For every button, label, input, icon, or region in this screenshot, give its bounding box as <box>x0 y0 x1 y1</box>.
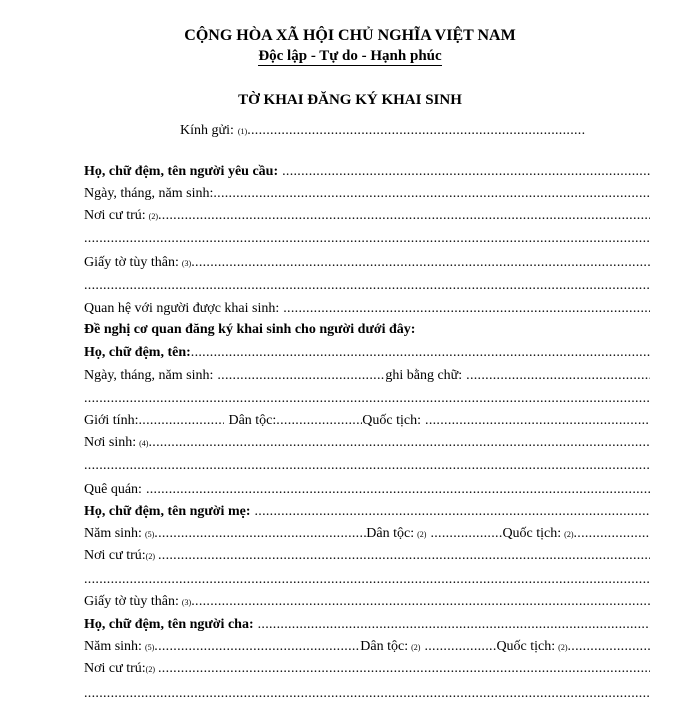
father-nationality-field[interactable] <box>567 637 650 657</box>
form-title: TỜ KHAI ĐĂNG KÝ KHAI SINH <box>238 92 462 108</box>
mother-id-field[interactable] <box>191 592 650 612</box>
child-nationality-label: Quốc tịch: <box>362 413 422 428</box>
requester-name-field[interactable] <box>282 162 650 182</box>
recipient-label: Kính gửi: <box>180 123 234 138</box>
requester-dob-line <box>84 184 650 204</box>
child-dob-field[interactable] <box>217 366 385 386</box>
mother-ethnicity-field[interactable] <box>430 524 502 544</box>
national-motto <box>0 48 700 65</box>
requester-id-continuation[interactable] <box>84 276 650 296</box>
mother-birthyear-field[interactable] <box>154 524 366 544</box>
requester-name-line <box>84 162 650 182</box>
requester-relation-line <box>84 299 650 319</box>
requester-residence-continuation[interactable] <box>84 229 650 249</box>
child-dob-continuation[interactable] <box>84 389 650 409</box>
father-residence-label: Nơi cư trú: <box>84 661 146 676</box>
mother-nationality-label: Quốc tịch: <box>502 526 562 541</box>
mother-birth-line: Năm sinh: (5) ..... Dân tộc: (2) ..... Quốc tịch: (2) ..... <box>84 524 650 544</box>
father-ethnicity-label: Dân tộc: <box>360 639 409 654</box>
father-birthyear-label: Năm sinh: <box>84 639 142 654</box>
child-ethnicity-field[interactable] <box>276 411 362 431</box>
child-dob-words-label: ghi bằng chữ: <box>385 368 463 383</box>
child-demographics-line <box>84 411 650 431</box>
request-heading-text: Đề nghị cơ quan đăng ký khai sinh cho người dưới đây: <box>84 322 416 337</box>
recipient-line: Kính gửi: (1) ..... <box>180 121 585 141</box>
recipient-field[interactable] <box>247 121 585 141</box>
country-name: CỘNG HÒA XÃ HỘI CHỦ NGHĨA VIỆT NAM <box>184 27 516 44</box>
child-dob-line <box>84 366 650 386</box>
father-name-field[interactable] <box>258 615 650 635</box>
mother-nationality-field[interactable] <box>573 524 650 544</box>
child-birthplace-label: Nơi sinh: <box>84 435 137 450</box>
child-name-field[interactable] <box>191 343 650 363</box>
requester-id-label: Giấy tờ tùy thân: <box>84 255 179 270</box>
mother-residence-line: Nơi cư trú: (2) ..... <box>84 546 650 566</box>
mother-birthyear-label: Năm sinh: <box>84 526 142 541</box>
motto-text: Độc lập - Tự do - Hạnh phúc <box>258 48 442 64</box>
child-nationality-field[interactable] <box>425 411 650 431</box>
child-name-label: Họ, chữ đệm, tên: <box>84 345 191 360</box>
child-birthplace-field[interactable] <box>148 433 650 453</box>
father-name-label: Họ, chữ đệm, tên người cha: <box>84 617 254 632</box>
father-residence-continuation[interactable] <box>84 684 650 704</box>
child-hometown-line <box>84 480 650 500</box>
requester-id-field[interactable] <box>191 253 650 273</box>
mother-id-label: Giấy tờ tùy thân: <box>84 594 179 609</box>
requester-dob-field[interactable] <box>213 184 650 204</box>
child-gender-label: Giới tính: <box>84 413 139 428</box>
child-hometown-label: Quê quán: <box>84 482 142 497</box>
mother-id-line: Giấy tờ tùy thân: (3) ..... <box>84 592 650 612</box>
father-ethnicity-field[interactable] <box>424 637 496 657</box>
father-residence-line: Nơi cư trú: (2) ..... <box>84 659 650 679</box>
request-heading <box>84 320 650 340</box>
child-birthplace-line: Nơi sinh: (4) ..... <box>84 433 650 453</box>
requester-relation-field[interactable] <box>283 299 650 319</box>
mother-residence-label: Nơi cư trú: <box>84 548 146 563</box>
requester-residence-line: Nơi cư trú: (2) ..... <box>84 206 650 226</box>
child-ethnicity-label: Dân tộc: <box>228 413 277 428</box>
father-name-line <box>84 615 650 635</box>
requester-id-line: Giấy tờ tùy thân: (3) ..... <box>84 253 650 273</box>
father-nationality-label: Quốc tịch: <box>496 639 556 654</box>
child-hometown-field[interactable] <box>146 480 650 500</box>
father-birthyear-field[interactable] <box>154 637 360 657</box>
child-dob-words-field[interactable] <box>466 366 650 386</box>
mother-name-field[interactable] <box>254 502 650 522</box>
father-birth-line: Năm sinh: (5) ..... Dân tộc: (2) ..... Quốc tịch: (2) ..... <box>84 637 650 657</box>
father-residence-field[interactable] <box>158 659 650 679</box>
mother-name-line <box>84 502 650 522</box>
requester-residence-label: Nơi cư trú: <box>84 208 146 223</box>
child-name-line <box>84 343 650 363</box>
mother-residence-continuation[interactable] <box>84 570 650 590</box>
mother-name-label: Họ, chữ đệm, tên người mẹ: <box>84 504 251 519</box>
requester-residence-field[interactable] <box>158 206 650 226</box>
requester-name-label: Họ, chữ đệm, tên người yêu cầu: <box>84 164 279 179</box>
mother-ethnicity-label: Dân tộc: <box>366 526 415 541</box>
child-birthplace-continuation[interactable] <box>84 456 650 476</box>
requester-relation-label: Quan hệ với người được khai sinh: <box>84 301 280 316</box>
requester-dob-label: Ngày, tháng, năm sinh: <box>84 186 214 201</box>
mother-residence-field[interactable] <box>158 546 650 566</box>
child-gender-field[interactable] <box>138 411 224 431</box>
child-dob-label: Ngày, tháng, năm sinh: <box>84 368 214 383</box>
